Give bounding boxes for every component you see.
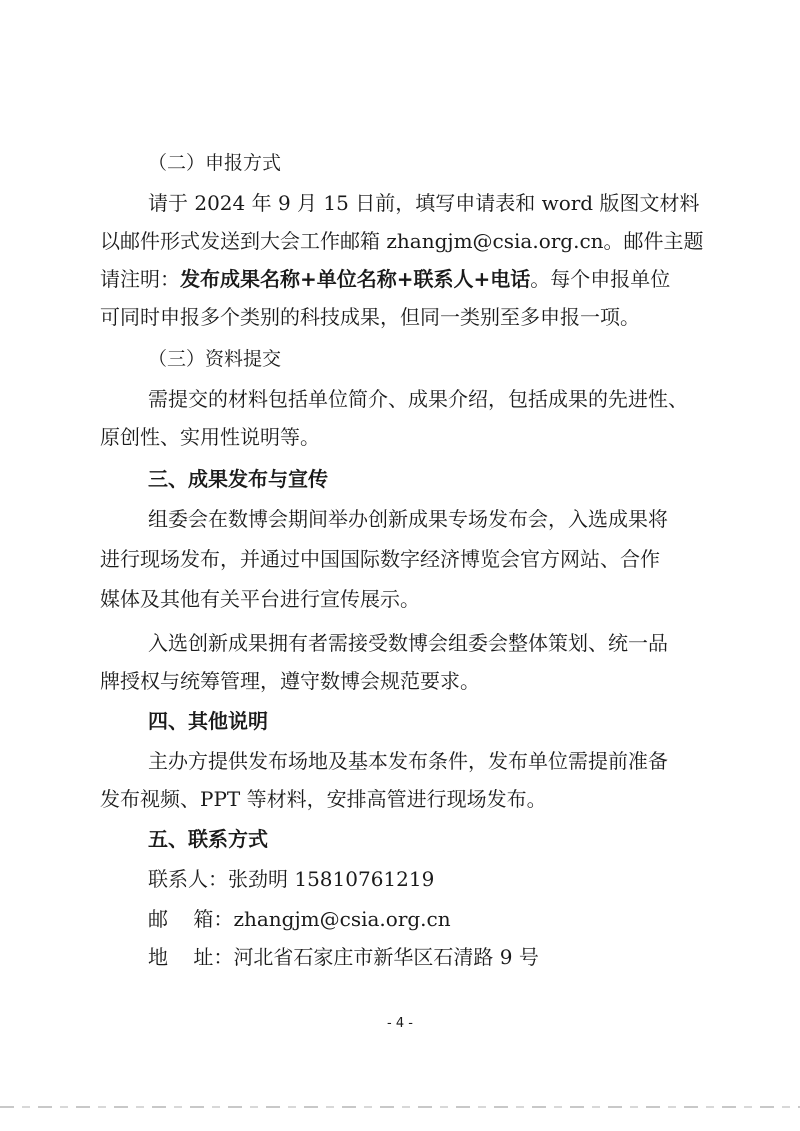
section-heading-contact: 五、联系方式 (148, 827, 268, 851)
paragraph-text: 。每个申报单位 (530, 267, 671, 291)
paragraph-line: 原创性、实用性说明等。 (100, 425, 320, 449)
paragraph-line: 牌授权与统筹管理，遵守数博会规范要求。 (100, 669, 480, 693)
paragraph-line: 需提交的材料包括单位简介、成果介绍，包括成果的先进性、 (148, 387, 688, 411)
paragraph-line (100, 266, 670, 292)
email-label: 邮 箱： (148, 907, 234, 931)
paragraph-text: 请注明： (100, 267, 180, 291)
address-line (148, 944, 539, 970)
address-label: 地 址： (148, 945, 234, 969)
paragraph-line: 发布视频、PPT 等材料，安排高管进行现场发布。 (100, 787, 547, 811)
contact-value: 张劲明 15810761219 (228, 867, 435, 891)
page-number: - 4 - (387, 1016, 413, 1031)
paragraph-line: 组委会在数博会期间举办创新成果专场发布会，入选成果将 (148, 507, 668, 531)
paragraph-line: 以邮件形式发送到大会工作邮箱 zhangjm@csia.org.cn。邮件主题 (100, 229, 704, 253)
subsection-heading-application-method: （二）申报方式 (148, 152, 282, 174)
section-heading-results-release: 三、成果发布与宣传 (148, 467, 328, 491)
contact-label: 联系人： (148, 867, 228, 891)
scan-artifact-line (0, 1106, 800, 1108)
paragraph-line: 媒体及其他有关平台进行宣传展示。 (100, 587, 420, 611)
section-heading-other-notes: 四、其他说明 (148, 709, 268, 733)
subsection-heading-material-submission: （三）资料提交 (148, 348, 282, 370)
paragraph-line: 请于 2024 年 9 月 15 日前，填写申请表和 word 版图文材料 (148, 191, 700, 215)
emphasized-text: 发布成果名称+单位名称+联系人+电话 (180, 267, 531, 291)
paragraph-line: 进行现场发布，并通过中国国际数字经济博览会官方网站、合作 (100, 547, 660, 571)
contact-person-line (148, 866, 434, 892)
paragraph-line: 入选创新成果拥有者需接受数博会组委会整体策划、统一品 (148, 631, 668, 655)
email-value: zhangjm@csia.org.cn (233, 907, 451, 931)
address-value: 河北省石家庄市新华区石清路 9 号 (233, 945, 539, 969)
paragraph-line: 主办方提供发布场地及基本发布条件，发布单位需提前准备 (148, 749, 668, 773)
paragraph-line: 可同时申报多个类别的科技成果，但同一类别至多申报一项。 (100, 305, 640, 329)
email-line (148, 906, 451, 932)
